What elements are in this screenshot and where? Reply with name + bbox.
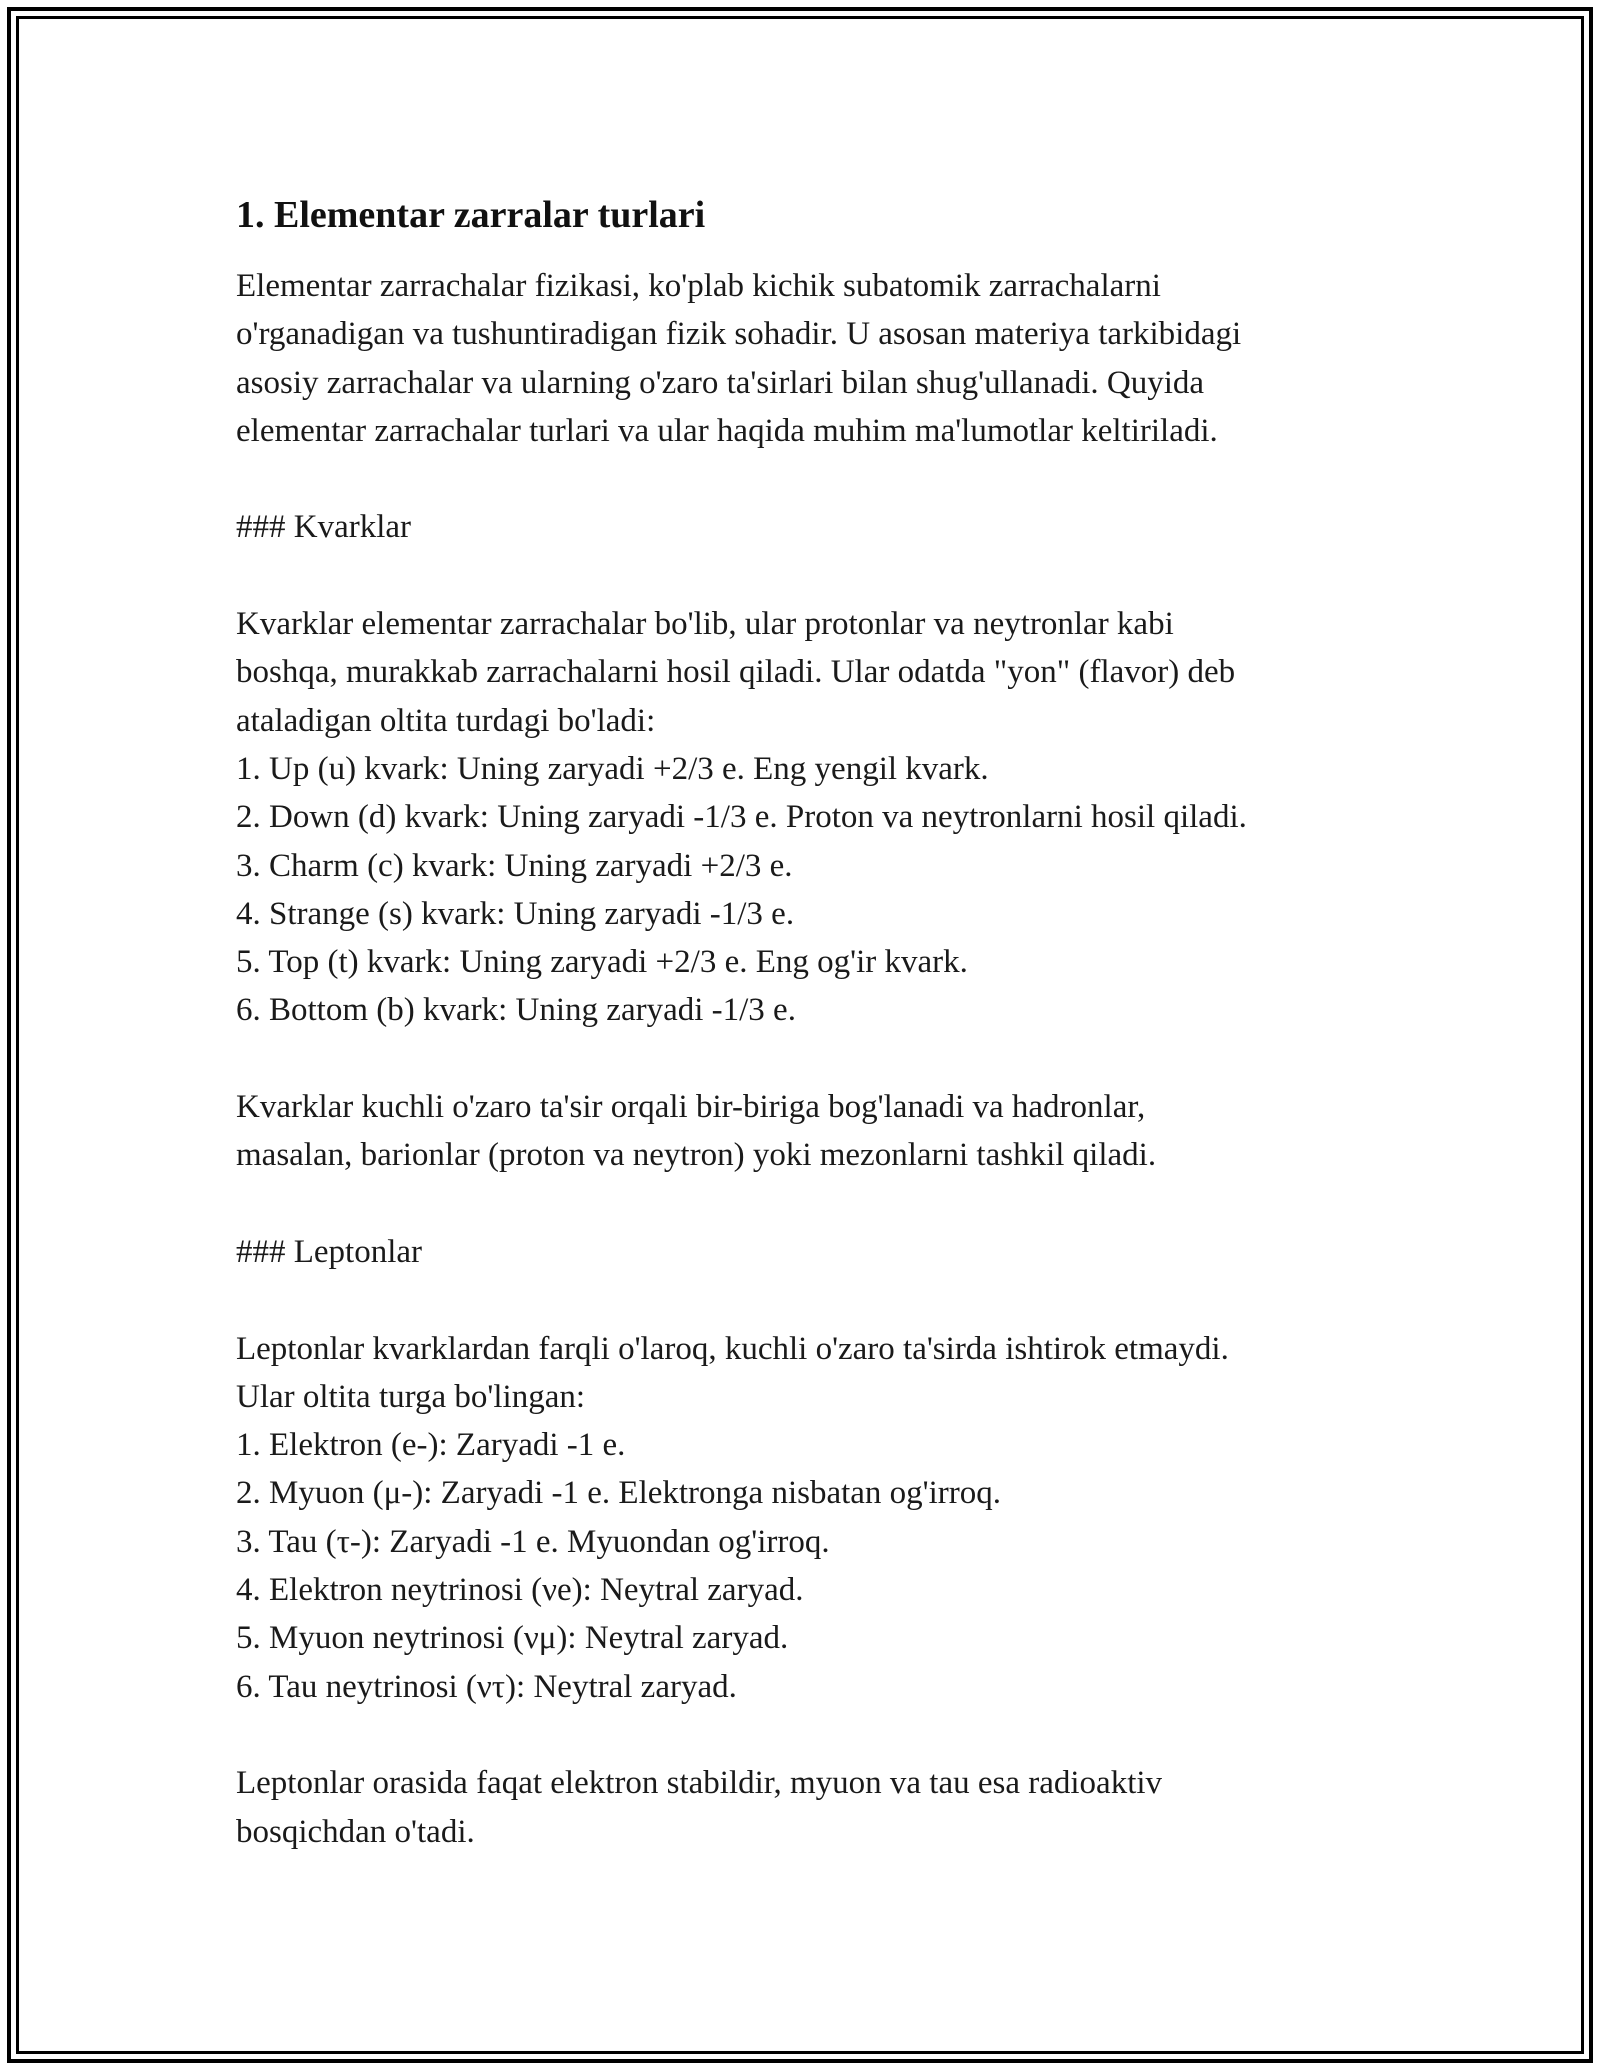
intro-line: elementar zarrachalar turlari va ular haqida muhim ma'lumotlar keltiriladi. — [236, 412, 1218, 449]
leptons-intro-line: Leptonlar kvarklardan farqli o'laroq, kuchli o'zaro ta'sirda ishtirok etmaydi. — [236, 1330, 1229, 1367]
quarks-intro-line: boshqa, murakkab zarrachalarni hosil qiladi. Ular odatda "yon" (flavor) deb — [236, 654, 1236, 691]
intro-line: asosiy zarrachalar va ularning o'zaro ta'sirlari bilan shug'ullanadi. Quyida — [236, 364, 1205, 401]
intro-paragraph — [236, 262, 1416, 455]
quark-list-item: 2. Down (d) kvark: Uning zaryadi -1/3 e. Proton va neytronlarni hosil qiladi. — [236, 799, 1247, 836]
leptons-intro-line: Ular oltita turga bo'lingan: — [236, 1378, 586, 1415]
lepton-list-item: 5. Myuon neytrinosi (νμ): Neytral zaryad. — [236, 1620, 789, 1657]
quarks-heading: ### Kvarklar — [236, 509, 412, 546]
leptons-outro-line: bosqichdan o'tadi. — [236, 1813, 475, 1850]
intro-line: o'rganadigan va tushuntiradigan fizik sohadir. U asosan materiya tarkibidagi — [236, 316, 1242, 353]
page-title: 1. Elementar zarralar turlari — [236, 194, 706, 236]
intro-line: Elementar zarrachalar fizikasi, ko'plab kichik subatomik zarrachalarni — [236, 268, 1161, 304]
quarks-intro-line: Kvarklar elementar zarrachalar bo'lib, ular protonlar va neytronlar kabi — [236, 606, 1174, 643]
quark-list-item: 6. Bottom (b) kvark: Uning zaryadi -1/3 e. — [236, 992, 796, 1029]
leptons-outro — [236, 1759, 1416, 1856]
leptons-section — [236, 1325, 1416, 1711]
quarks-intro-line: ataladigan oltita turdagi bo'ladi: — [236, 702, 656, 739]
quarks-heading-block — [236, 503, 1416, 551]
lepton-list-item: 2. Myuon (μ-): Zaryadi -1 e. Elektronga nisbatan og'irroq. — [236, 1475, 1002, 1512]
quarks-outro-line: Kvarklar kuchli o'zaro ta'sir orqali bir-biriga bog'lanadi va hadronlar, — [236, 1089, 1146, 1126]
quark-list-item: 4. Strange (s) kvark: Uning zaryadi -1/3 e. — [236, 895, 795, 932]
lepton-list-item: 3. Tau (τ-): Zaryadi -1 e. Myuondan og'irroq. — [236, 1523, 830, 1560]
leptons-heading: ### Leptonlar — [236, 1233, 423, 1270]
quark-list-item: 3. Charm (c) kvark: Uning zaryadi +2/3 e. — [236, 847, 793, 884]
quark-list-item: 1. Up (u) kvark: Uning zaryadi +2/3 e. Eng yengil kvark. — [236, 750, 989, 787]
leptons-outro-line: Leptonlar orasida faqat elektron stabildir, myuon va tau esa radioaktiv — [236, 1765, 1163, 1802]
leptons-heading-block — [236, 1228, 1416, 1276]
quark-list-item: 5. Top (t) kvark: Uning zaryadi +2/3 e. Eng og'ir kvark. — [236, 944, 968, 981]
document-content — [236, 186, 1416, 1856]
lepton-list-item: 6. Tau neytrinosi (ντ): Neytral zaryad. — [236, 1668, 737, 1705]
lepton-list-item: 4. Elektron neytrinosi (νe): Neytral zaryad. — [236, 1572, 804, 1609]
lepton-list-item: 1. Elektron (e-): Zaryadi -1 e. — [236, 1427, 626, 1464]
quarks-section — [236, 600, 1416, 1035]
quarks-outro — [236, 1083, 1416, 1180]
quarks-outro-line: masalan, barionlar (proton va neytron) yoki mezonlarni tashkil qiladi. — [236, 1137, 1157, 1174]
